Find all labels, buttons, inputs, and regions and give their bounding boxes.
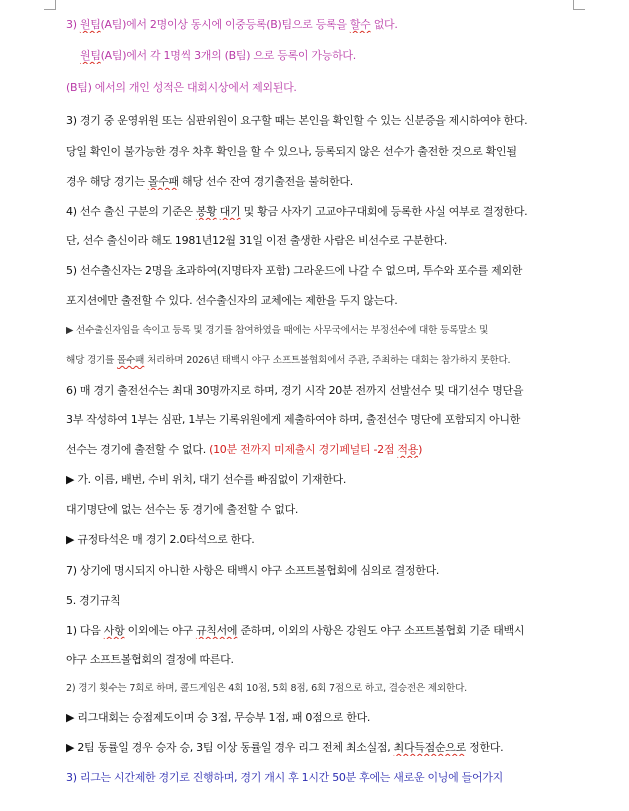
corner-crop-mark-right xyxy=(573,0,585,10)
text-segment: 정한다. xyxy=(465,741,504,754)
text-segment: 사항 xyxy=(103,624,125,637)
text-segment: 몰수패 xyxy=(117,355,145,366)
text-segment: 단, 선수 출신이라 해도 1981년12월 31일 이전 출생한 사람은 비선수로 구분한다. xyxy=(66,234,448,247)
text-line-11 xyxy=(66,323,576,339)
text-segment: ▶ 선수출신자임을 속이고 등록 및 경기를 참여하였을 때에는 사무국에서는 부정선수에 대한 등록말소 및 xyxy=(66,325,489,336)
text-line-17 xyxy=(66,502,576,518)
text-segment: 원팀 xyxy=(79,18,101,31)
text-line-14 xyxy=(66,412,576,428)
text-line-6 xyxy=(66,174,576,190)
text-segment: 처리하며 2026년 태백시 야구 소프트볼협회에서 주관, 주최하는 대회는 참가하지 못한다. xyxy=(144,355,511,366)
text-line-5 xyxy=(66,144,576,160)
text-line-19 xyxy=(66,563,576,579)
text-segment: 준하며, 이외의 사항은 강원도 야구 소프트볼협회 기준 태백시 xyxy=(237,624,525,637)
text-segment: 야구 소프트볼협회의 결정에 따른다. xyxy=(66,653,234,666)
text-segment: 7) 상기에 명시되지 아니한 사항은 태백시 야구 소프트볼협회에 심의로 결정한다. xyxy=(66,564,440,577)
text-line-21 xyxy=(66,623,576,639)
text-segment: 최다득점순으로 xyxy=(393,741,466,754)
text-line-25 xyxy=(66,740,576,756)
text-segment: 할수 xyxy=(349,18,371,31)
text-line-3 xyxy=(66,80,576,96)
text-line-26 xyxy=(66,770,576,786)
text-segment: ) xyxy=(418,443,423,456)
text-segment: ▶ 리그대회는 승점제도이며 승 3점, 무승부 1점, 패 0점으로 한다. xyxy=(66,711,371,724)
text-segment: 대기 xyxy=(219,205,241,218)
text-line-22 xyxy=(66,652,576,668)
text-segment: 및 황금 사자기 고교야구대회에 등록한 사실 여부로 결정한다. xyxy=(240,205,528,218)
text-segment: 해당 경기를 xyxy=(66,355,118,366)
text-segment: 3) 경기 중 운영위원 또는 심판위원이 요구할 때는 본인을 확인할 수 있는 신분증을 제시하여야 한다. xyxy=(66,114,528,127)
text-segment: 당일 확인이 불가능한 경우 차후 확인을 할 수 있으나, 등록되지 않은 선수가 출전한 것으로 확인될 xyxy=(66,145,517,158)
text-segment: 5) 선수출신자는 2명을 초과하여(지명타자 포함) 그라운드에 나갈 수 없으며, 투수와 포수를 제외한 xyxy=(66,264,523,277)
text-segment: 6) 매 경기 출전선수는 최대 30명까지로 하며, 경기 시작 20분 전까지 선발선수 및 대기선수 명단을 xyxy=(66,384,524,397)
text-segment: (10분 전까지 미제출시 경기페널티 -2점 xyxy=(209,443,398,456)
text-segment: 원팀 xyxy=(80,49,101,62)
text-segment: 대기명단에 없는 선수는 동 경기에 출전할 수 없다. xyxy=(66,503,299,516)
text-segment: 5. 경기규칙 xyxy=(66,594,121,607)
text-segment: ▶ 2팀 동률일 경우 승자 승, 3팀 이상 동률일 경우 리그 전체 최소실점, xyxy=(66,741,394,754)
text-segment: 적용 xyxy=(397,443,419,456)
text-line-2 xyxy=(80,48,590,64)
text-segment: ▶ 가. 이름, 배번, 수비 위치, 대기 선수를 빠짐없이 기재한다. xyxy=(66,473,347,486)
text-segment: 규칙서에 xyxy=(195,624,238,637)
text-line-7 xyxy=(66,204,576,220)
text-segment: (A팀)에서 2명이상 동시에 이중등록(B)팀으로 등록을 xyxy=(100,18,350,31)
text-segment: (A팀)에서 각 1명씩 3개의 (B팀) 으로 등록이 가능하다. xyxy=(100,49,356,62)
text-segment: 없다. xyxy=(370,18,398,31)
text-line-10 xyxy=(66,293,576,309)
text-line-23 xyxy=(66,681,576,697)
text-segment: 선수는 경기에 출전할 수 없다. xyxy=(66,443,210,456)
text-line-15 xyxy=(66,442,576,458)
text-segment: 2) 경기 횟수는 7회로 하며, 콜드게임은 4회 10점, 5회 8점, 6회 7점으로 하고, 결승전은 제외한다. xyxy=(66,683,467,694)
text-line-24 xyxy=(66,710,576,726)
text-line-13 xyxy=(66,383,576,399)
text-line-4 xyxy=(66,113,576,129)
text-line-20 xyxy=(66,593,576,609)
text-segment: 1) 다음 xyxy=(66,624,104,637)
text-segment: 3) 리그는 시간제한 경기로 진행하며, 경기 개시 후 1시간 50분 후에는 새로운 이닝에 들어가지 xyxy=(66,771,503,784)
text-line-18 xyxy=(66,532,576,548)
text-line-9 xyxy=(66,263,576,279)
text-segment: 포지션에만 출전할 수 있다. 선수출신자의 교체에는 제한을 두지 않는다. xyxy=(66,294,398,307)
text-segment: 몰수패 xyxy=(147,175,179,188)
text-segment: 봉황 xyxy=(195,205,217,218)
text-line-1 xyxy=(66,17,576,33)
text-line-8 xyxy=(66,233,576,249)
text-segment: (B팀) 에서의 개인 성적은 대회시상에서 제외된다. xyxy=(66,81,297,94)
text-segment: 경우 해당 경기는 xyxy=(66,175,148,188)
text-line-16 xyxy=(66,472,576,488)
text-segment: 해당 선수 잔여 경기출전을 불허한다. xyxy=(178,175,353,188)
corner-crop-mark-left xyxy=(44,0,56,10)
text-segment: 3) xyxy=(66,18,80,31)
text-segment: ▶ 규정타석은 매 경기 2.0타석으로 한다. xyxy=(66,533,255,546)
text-line-12 xyxy=(66,353,576,369)
text-segment: 이외에는 야구 xyxy=(124,624,196,637)
text-segment: 4) 선수 출신 구분의 기준은 xyxy=(66,205,196,218)
text-segment: 3부 작성하여 1부는 심판, 1부는 기록위원에게 제출하여야 하며, 출전선수 명단에 포함되지 아니한 xyxy=(66,413,521,426)
